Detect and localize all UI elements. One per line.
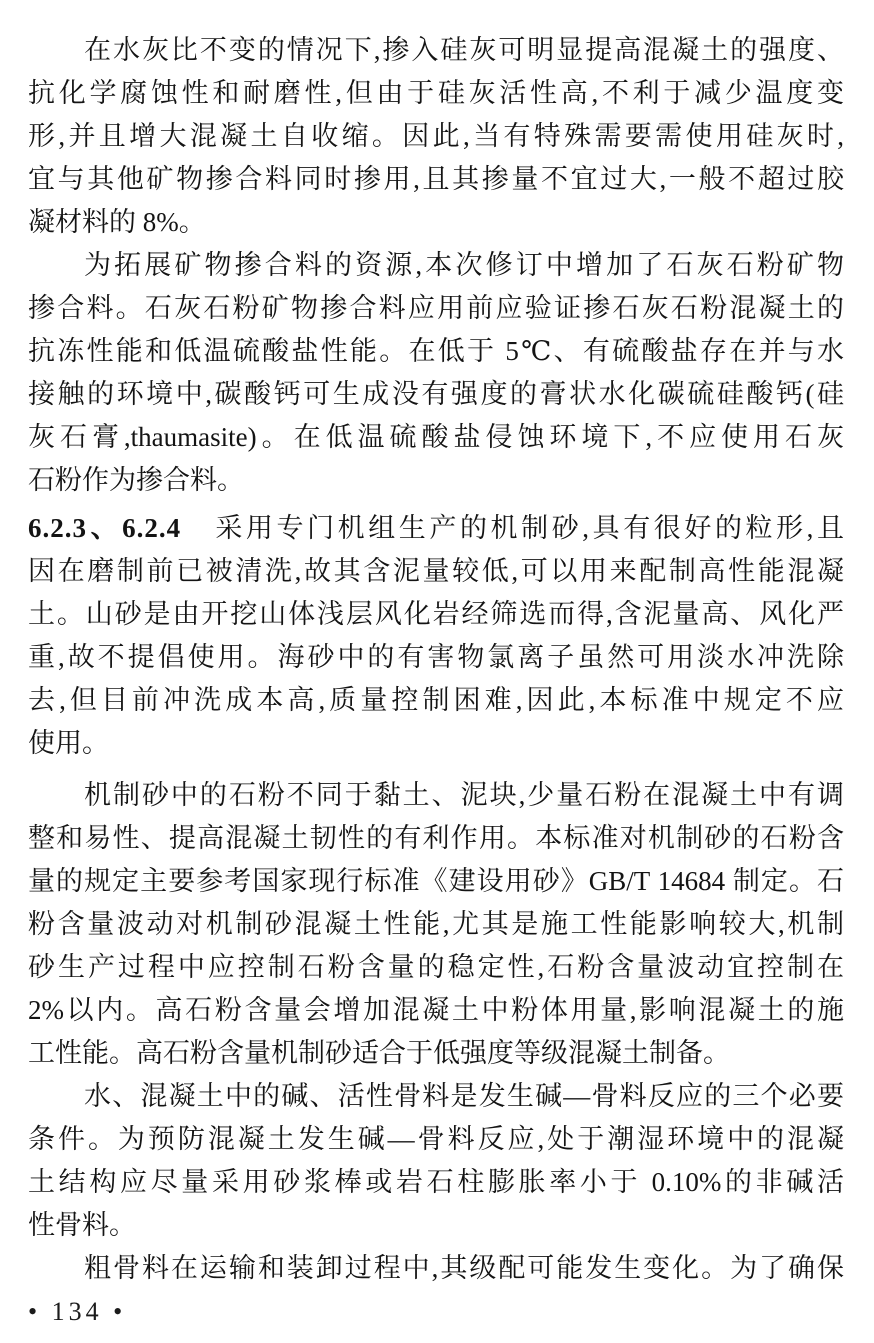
paragraph [28, 507, 844, 765]
text-line: 工性能。高石粉含量机制砂适合于低强度等级混凝土制备。 [28, 1038, 730, 1068]
text-line: 抗化学腐蚀性和耐磨性,但由于硅灰活性高,不利于减少温度变 [28, 78, 844, 108]
text-line: 条件。为预防混凝土发生碱—骨料反应,处于潮湿环境中的混凝 [28, 1124, 844, 1154]
text-line: 灰石膏,thaumasite)。在低温硫酸盐侵蚀环境下,不应使用石灰 [28, 422, 844, 452]
text-line: 掺合料。石灰石粉矿物掺合料应用前应验证掺石灰石粉混凝土的 [28, 293, 844, 323]
text-line: 抗冻性能和低温硫酸盐性能。在低于 5℃、有硫酸盐存在并与水 [28, 336, 844, 366]
text-line: 整和易性、提高混凝土韧性的有利作用。本标准对机制砂的石粉含 [28, 823, 844, 853]
text-line: 砂生产过程中应控制石粉含量的稳定性,石粉含量波动宜控制在 [28, 952, 844, 982]
paragraph [28, 1247, 844, 1290]
paragraph [28, 244, 844, 502]
paragraph [28, 29, 844, 244]
page-number: • 134 • [28, 1297, 127, 1326]
paragraph [28, 774, 844, 1075]
text-line: 在水灰比不变的情况下,掺入硅灰可明显提高混凝土的强度、 [84, 35, 844, 65]
text-line: 粗骨料在运输和装卸过程中,其级配可能发生变化。为了确保 [84, 1253, 844, 1283]
text-line: 形,并且增大混凝土自收缩。因此,当有特殊需要需使用硅灰时, [28, 121, 844, 151]
text-line: 水、混凝土中的碱、活性骨料是发生碱—骨料反应的三个必要 [84, 1081, 844, 1111]
section-number: 6.2.3、6.2.4 [28, 513, 182, 543]
text-line: 宜与其他矿物掺合料同时掺用,且其掺量不宜过大,一般不超过胶 [28, 164, 844, 194]
paragraph [28, 1075, 844, 1247]
text-line: 为拓展矿物掺合料的资源,本次修订中增加了石灰石粉矿物 [84, 250, 844, 280]
text-line: 凝材料的 8%。 [28, 207, 206, 237]
text-line [28, 507, 844, 550]
text-line: 2%以内。高石粉含量会增加混凝土中粉体用量,影响混凝土的施 [28, 995, 844, 1025]
text-line: 粉含量波动对机制砂混凝土性能,尤其是施工性能影响较大,机制 [28, 909, 844, 939]
text-line: 量的规定主要参考国家现行标准《建设用砂》GB/T 14684 制定。石 [28, 866, 844, 896]
section-text: 采用专门机组生产的机制砂,具有很好的粒形,且 [181, 513, 845, 543]
text-line: 使用。 [28, 728, 109, 758]
text-line: 机制砂中的石粉不同于黏土、泥块,少量石粉在混凝土中有调 [84, 780, 844, 810]
text-line: 去,但目前冲洗成本高,质量控制困难,因此,本标准中规定不应 [28, 685, 844, 715]
text-line: 石粉作为掺合料。 [28, 465, 244, 495]
text-line: 重,故不提倡使用。海砂中的有害物氯离子虽然可用淡水冲洗除 [28, 642, 844, 672]
text-line: 土。山砂是由开挖山体浅层风化岩经筛选而得,含泥量高、风化严 [28, 599, 844, 629]
text-line: 接触的环境中,碳酸钙可生成没有强度的膏状水化碳硫硅酸钙(硅 [28, 379, 844, 409]
text-line: 土结构应尽量采用砂浆棒或岩石柱膨胀率小于 0.10%的非碱活 [28, 1167, 844, 1197]
text-line: 因在磨制前已被清洗,故其含泥量较低,可以用来配制高性能混凝 [28, 556, 844, 586]
text-body [28, 29, 844, 1290]
text-line: 性骨料。 [28, 1210, 136, 1240]
